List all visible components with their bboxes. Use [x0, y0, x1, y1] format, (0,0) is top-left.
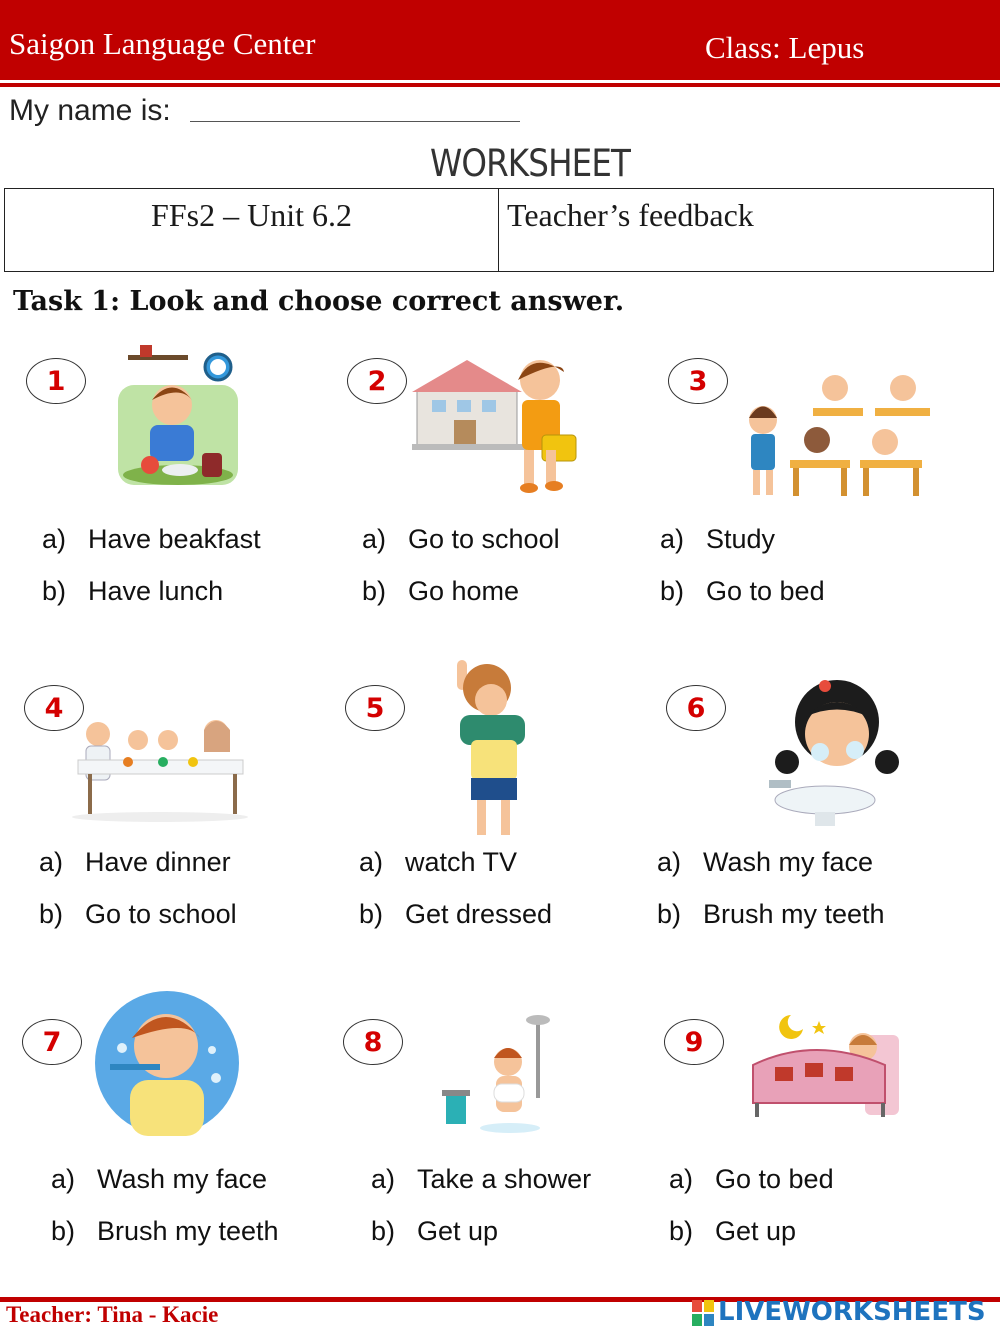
q8-option-a[interactable] [371, 1164, 591, 1195]
option-text: Wash my face [703, 847, 874, 877]
unit-cell: FFs2 – Unit 6.2 [5, 189, 499, 272]
option-text: Have lunch [88, 576, 224, 606]
center-name: Saigon Language Center [9, 26, 316, 61]
option-letter: a) [371, 1164, 396, 1194]
option-text: Go to school [85, 899, 237, 929]
option-letter: a) [657, 847, 682, 877]
task-title: Task 1: Look and choose correct answer. [13, 286, 625, 317]
wash-face-illustration [765, 672, 900, 827]
option-text: Brush my teeth [703, 899, 885, 929]
sleeping-illustration [745, 1005, 905, 1120]
option-letter: b) [42, 576, 67, 606]
option-letter: b) [359, 899, 384, 929]
footer-teacher: Teacher: Tina - Kacie [6, 1302, 219, 1327]
option-text: Study [706, 524, 776, 554]
question-number-4: 4 [24, 685, 84, 731]
option-letter: a) [39, 847, 64, 877]
option-text: Get dressed [405, 899, 553, 929]
option-text: Have beakfast [88, 524, 261, 554]
brush-teeth-illustration [92, 988, 242, 1138]
option-letter: b) [660, 576, 685, 606]
question-number-2: 2 [347, 358, 407, 404]
worksheet-title: WORKSHEET [430, 142, 631, 185]
q2-option-a[interactable] [362, 524, 560, 555]
option-text: Get up [715, 1216, 797, 1246]
option-text: Go to bed [715, 1164, 834, 1194]
q5-option-b[interactable] [359, 899, 552, 930]
q4-option-a[interactable] [39, 847, 231, 878]
q1-option-a[interactable] [42, 524, 261, 555]
option-letter: b) [362, 576, 387, 606]
class-name: Class: Lepus [705, 30, 865, 65]
option-text: Wash my face [97, 1164, 268, 1194]
option-letter: a) [660, 524, 685, 554]
option-text: Have dinner [85, 847, 231, 877]
q9-option-a[interactable] [669, 1164, 834, 1195]
get-dressed-illustration [445, 660, 535, 842]
question-number-1: 1 [26, 358, 86, 404]
q5-option-a[interactable] [359, 847, 517, 878]
option-letter: b) [657, 899, 682, 929]
question-number-6: 6 [666, 685, 726, 731]
school-illustration [412, 350, 592, 500]
q8-option-b[interactable] [371, 1216, 498, 1247]
option-letter: b) [39, 899, 64, 929]
q7-option-b[interactable] [51, 1216, 279, 1247]
option-letter: a) [359, 847, 384, 877]
shower-illustration [438, 1012, 563, 1137]
classroom-illustration [735, 370, 950, 500]
q6-option-b[interactable] [657, 899, 885, 930]
breakfast-illustration [110, 345, 250, 495]
q9-option-b[interactable] [669, 1216, 796, 1247]
q4-option-b[interactable] [39, 899, 237, 930]
q7-option-a[interactable] [51, 1164, 267, 1195]
option-text: Go to bed [706, 576, 825, 606]
option-text: Take a shower [417, 1164, 592, 1194]
name-input-line[interactable] [190, 121, 520, 122]
liveworksheets-logo[interactable]: LIVEWORKSHEETS [718, 1297, 986, 1327]
name-label: My name is: [9, 94, 171, 127]
q3-option-b[interactable] [660, 576, 825, 607]
option-text: watch TV [405, 847, 518, 877]
header-divider [0, 83, 1000, 87]
option-letter: a) [42, 524, 67, 554]
option-text: Brush my teeth [97, 1216, 279, 1246]
option-text: Go to school [408, 524, 560, 554]
option-letter: a) [669, 1164, 694, 1194]
option-letter: a) [362, 524, 387, 554]
question-number-7: 7 [22, 1019, 82, 1065]
liveworksheets-logo-icon [692, 1300, 716, 1328]
q2-option-b[interactable] [362, 576, 519, 607]
question-number-8: 8 [343, 1019, 403, 1065]
q3-option-a[interactable] [660, 524, 775, 555]
option-letter: b) [51, 1216, 76, 1246]
option-letter: b) [371, 1216, 396, 1246]
question-number-5: 5 [345, 685, 405, 731]
q6-option-a[interactable] [657, 847, 873, 878]
option-letter: a) [51, 1164, 76, 1194]
option-text: Get up [417, 1216, 499, 1246]
question-number-3: 3 [668, 358, 728, 404]
feedback-cell: Teacher’s feedback [499, 189, 994, 272]
question-number-9: 9 [664, 1019, 724, 1065]
family-dinner-illustration [68, 712, 253, 822]
q1-option-b[interactable] [42, 576, 223, 607]
option-text: Go home [408, 576, 520, 606]
option-letter: b) [669, 1216, 694, 1246]
info-table [4, 188, 994, 272]
